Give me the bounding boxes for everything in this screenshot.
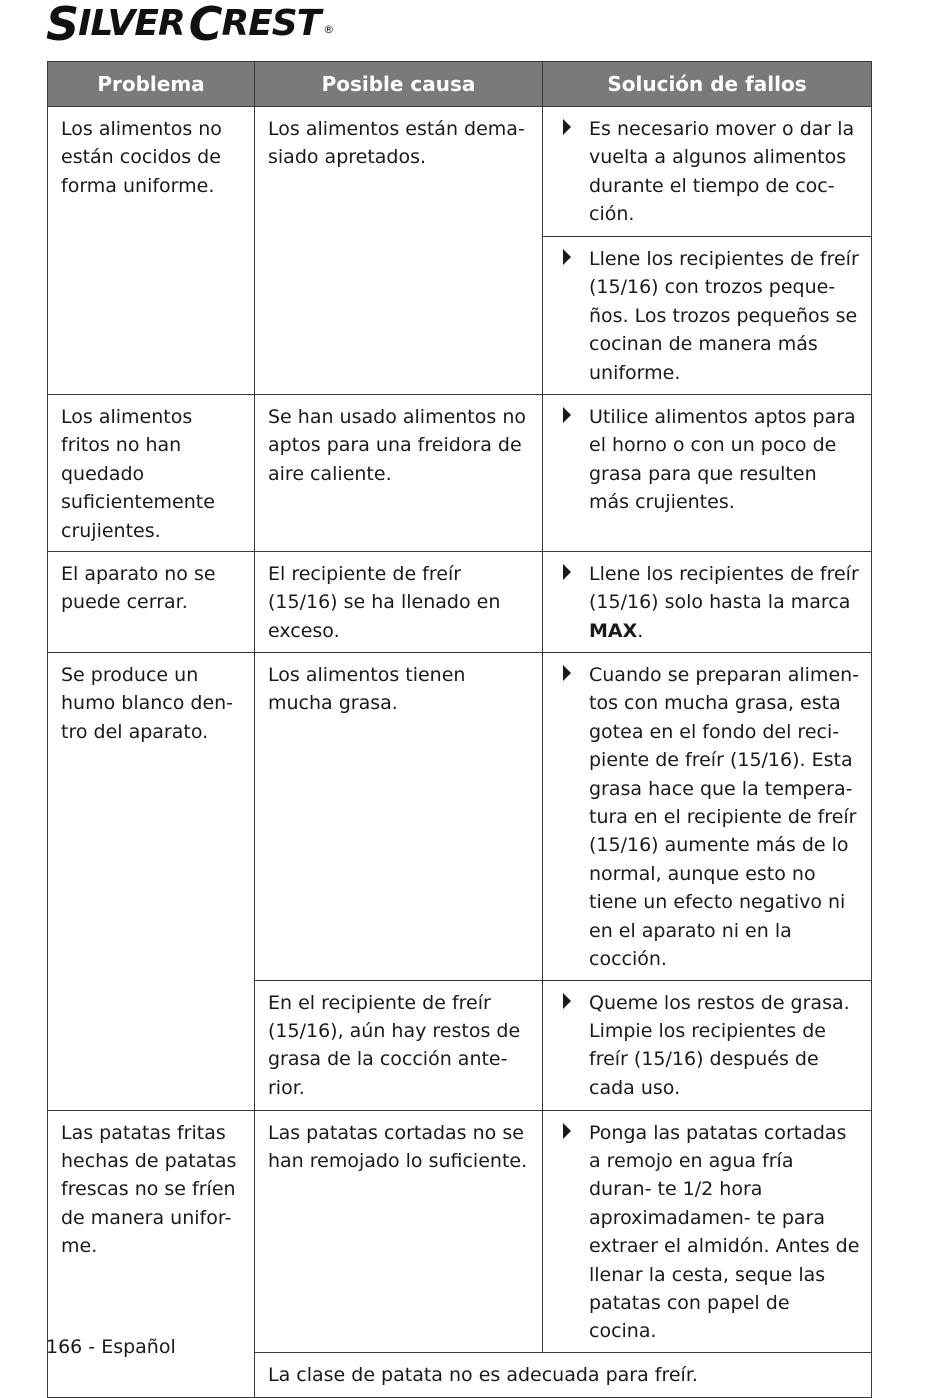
silvercrest-logo: [46, 2, 333, 52]
solution-text: Llene los recipientes de freír (15/16) solo hasta la marca: [589, 563, 859, 614]
problem-cell: Los alimentos no están cocidos de forma uniforme.: [48, 107, 255, 395]
cause-cell: El recipiente de freír (15/16) se ha llenado en exceso.: [255, 552, 543, 653]
cause-cell: Las patatas cortadas no se han remojado lo suficiente.: [255, 1110, 543, 1352]
solution-text: Llene los recipientes de freír (15/16) con trozos peque- ños. Los trozos pequeños se cocinan de manera más uniforme.: [589, 248, 859, 384]
bullet-arrow-icon: [563, 665, 571, 681]
bullet-arrow-icon: [563, 407, 571, 423]
table-row: [48, 552, 872, 653]
header-solucion: Solución de fallos: [543, 62, 872, 107]
solution-cell: [543, 980, 872, 1110]
logo-ilver: ILVER: [78, 3, 185, 44]
cause-cell: Los alimentos están dema- siado apretados.: [255, 107, 543, 395]
solution-cell: [543, 1110, 872, 1352]
bullet-arrow-icon: [563, 119, 571, 135]
bullet-arrow-icon: [563, 993, 571, 1009]
solution-cell: [543, 237, 872, 395]
solution-cell: [543, 107, 872, 237]
registered-mark: ®: [323, 23, 334, 36]
solution-text-end: .: [637, 619, 644, 642]
table-row: [48, 107, 872, 237]
troubleshooting-table: [47, 61, 872, 1398]
bullet-arrow-icon: [563, 249, 571, 265]
logo-rest: REST: [221, 3, 321, 44]
header-posible-causa: Posible causa: [255, 62, 543, 107]
page-footer: 166 - Español: [46, 1336, 176, 1358]
problem-cell: Las patatas fritas hechas de patatas frescas no se fríen de manera unifor- me.: [48, 1110, 255, 1397]
logo-letter-s: S: [46, 0, 79, 51]
bullet-arrow-icon: [563, 1123, 571, 1139]
problem-cell: El aparato no se puede cerrar.: [48, 552, 255, 653]
solution-text: Es necesario mover o dar la vuelta a algunos alimentos durante el tiempo de coc- ción.: [589, 118, 855, 226]
cause-cell: Los alimentos tienen mucha grasa.: [255, 653, 543, 980]
solution-cell: [543, 552, 872, 653]
solution-cell: [543, 653, 872, 980]
problem-cell: Se produce un humo blanco den- tro del aparato.: [48, 653, 255, 1110]
logo-letter-c: C: [188, 0, 222, 51]
cause-cell-wide: La clase de patata no es adecuada para freír.: [255, 1352, 872, 1397]
table-row: [48, 395, 872, 552]
solution-text: Queme los restos de grasa. Limpie los recipientes de freír (15/16) después de cada uso.: [589, 991, 850, 1099]
solution-text: Cuando se preparan alimen- tos con mucha grasa, esta gotea en el fondo del reci- piente de freír (15/16). Esta grasa hace que la tempera- tura en el recipiente de freír (15/16) aumente más de lo normal, aunque esto no tiene un efecto negativo ni en el aparato ni en la cocción.: [589, 664, 860, 971]
max-mark-label: MAX: [589, 619, 638, 642]
header-row: [48, 62, 872, 107]
solution-text: Ponga las patatas cortadas a remojo en agua fría duran- te 1/2 hora aproximadamen- te para extraer el almidón. Antes de llenar la cesta, seque las patatas con papel de cocina.: [589, 1121, 860, 1343]
cause-cell: En el recipiente de freír (15/16), aún hay restos de grasa de la cocción ante- rior.: [255, 980, 543, 1110]
table-row: [48, 653, 872, 980]
bullet-arrow-icon: [563, 564, 571, 580]
table-row: [48, 1110, 872, 1352]
header-problema: Problema: [48, 62, 255, 107]
solution-cell: [543, 395, 872, 552]
cause-cell: Se han usado alimentos no aptos para una freidora de aire caliente.: [255, 395, 543, 552]
solution-text: Utilice alimentos aptos para el horno o con un poco de grasa para que resulten más crujientes.: [589, 406, 856, 514]
problem-cell: Los alimentos fritos no han quedado suficientemente crujientes.: [48, 395, 255, 552]
